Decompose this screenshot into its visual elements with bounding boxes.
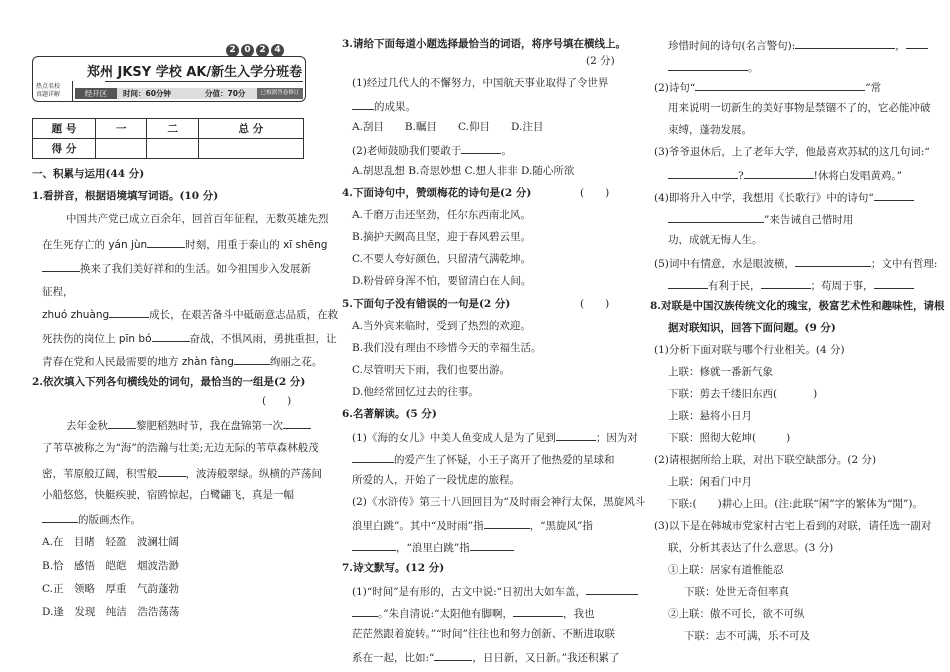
option-a[interactable]: A.在 目睹 轻盈 波澜壮阔 (42, 536, 179, 548)
question-title: 5.下面句子没有错误的一句是(2 分) (342, 298, 511, 310)
answer-blank[interactable] (108, 417, 136, 429)
option-row[interactable]: A.刮目 B.瞩目 C.仰目 D.注目 (352, 121, 544, 133)
option-c[interactable]: C.不要人夸好颜色，只留清气满乾坤。 (352, 253, 531, 265)
answer-blank[interactable] (795, 255, 871, 267)
text-line: 的成果。 (352, 98, 416, 114)
year-digit: 0 (241, 44, 254, 57)
answer-blank[interactable] (234, 353, 270, 365)
text-line: 征程， (42, 286, 74, 298)
text-line: ①上联：居家有道惟能忍 (668, 564, 784, 576)
answer-blank[interactable] (470, 539, 514, 551)
text-line: (2)老师鼓励我们要敢于 。 (352, 142, 512, 158)
text-line: 死扶伤的岗位上 pīn bó 奋战，不惧风雨，勇挑重担，让 (42, 330, 337, 346)
answer-blank[interactable] (513, 605, 563, 617)
answer-blank[interactable] (668, 167, 738, 179)
answer-blank[interactable] (352, 451, 394, 463)
question-title: 4.下面诗句中，赞颂梅花的诗句是(2 分) (342, 187, 532, 199)
text-line: (1)分析下面对联与哪个行业相关。(4 分) (654, 344, 845, 356)
text-line: (2)《水浒传》第三十八回回目为“及时雨会神行太保，黑旋风斗 (352, 496, 646, 508)
text-line: 下联:( )耕心上田。(注:此联“闲”字的繁体为“閒”)。 (668, 498, 923, 510)
text-line: 去年金秋 黎肥稻熟时节，我在盘锦第一次 (66, 417, 311, 433)
text-line: ②上联：傲不可长，欲不可纵 (668, 608, 805, 620)
option-b[interactable]: B.摘护天阙高且坚，迎于春风碧云里。 (352, 231, 532, 243)
answer-paren[interactable]: ( ) (580, 187, 610, 199)
text-line: 下联：处世无奇但率真 (684, 586, 789, 598)
text-line: (5)词中有情意，水是眼波横， ；文中有哲理: (654, 255, 937, 271)
year-digit: 2 (256, 44, 269, 57)
header-info-bar (75, 88, 303, 99)
question-title: 1.看拼音，根据语境填写词语。(10 分) (32, 190, 219, 202)
option-d[interactable]: D.他经常回忆过去的往事。 (352, 386, 479, 398)
text-line: ，“浪里白跳”指 (352, 539, 514, 555)
year-digit: 2 (226, 44, 239, 57)
text-line: (3)爷爷退休后，上了老年大学，他最喜欢苏轼的这几句词:“ (654, 146, 930, 158)
text-line: 珍惜时间的诗句(名言警句): ， (668, 37, 928, 53)
answer-paren[interactable]: ( ) (262, 395, 292, 407)
option-d[interactable]: D.粉骨碎身浑不怕，要留清白在人间。 (352, 275, 532, 287)
score-cell[interactable] (96, 139, 147, 159)
answer-blank[interactable] (556, 429, 596, 441)
answer-blank[interactable] (352, 539, 396, 551)
text-line: (1)“时间”是有形的，古文中说:“日初出大如车盖， (352, 583, 638, 599)
question-title: 3.请给下面每道小题选择最恰当的词语，将序号填在横线上。 (342, 38, 626, 50)
text-line: (3)以下是在韩城市党家村古宅上看到的对联，请任选一副对 (654, 520, 932, 532)
text-line: 中国共产党已成立百余年，回首百年征程，无数英雄先烈 (66, 213, 329, 225)
exam-score: 分值：70分 (205, 89, 246, 98)
answer-blank[interactable] (109, 306, 149, 318)
text-line: ? !休将白发唱黄鸡。” (668, 167, 902, 183)
answer-blank[interactable] (668, 59, 748, 71)
question-title: 2.依次填入下列各句横线处的词句，最恰当的一组是(2 分) (32, 376, 306, 388)
text-line: 下联：照彻大乾坤( ) (668, 432, 791, 444)
col-header: 一 (96, 119, 147, 139)
text-line: 。”朱自清说:“太阳他有脚啊， ，我也 (352, 605, 595, 621)
text-line: 的版画杰作。 (42, 511, 141, 527)
answer-blank[interactable] (874, 277, 914, 289)
answer-blank[interactable] (761, 277, 811, 289)
text-line: 小船悠悠，快艇疾驶，宿鸥惊起，白鹭翩飞，真是一幅 (42, 489, 294, 501)
text-line: 浪里白跳”。其中“及时雨”指 ，“黑旋风”指 (352, 517, 593, 533)
question-title: 6.名著解读。(5 分) (342, 408, 437, 420)
text-line: 束缚，蓬勃发展。 (668, 124, 752, 136)
col-header: 二 (147, 119, 198, 139)
answer-blank[interactable] (874, 189, 914, 201)
answer-blank[interactable] (484, 517, 530, 529)
score-note: (2 分) (586, 55, 615, 67)
revised-note: 已根据答卷修订 (257, 88, 303, 99)
option-a[interactable]: A.当外宾来临时，受到了热烈的欢迎。 (352, 320, 531, 332)
exam-header (32, 56, 306, 102)
text-line: (1)经过几代人的不懈努力，中国航天事业取得了令世界 (352, 77, 609, 89)
answer-blank[interactable] (795, 37, 895, 49)
text-line: 上联：闲看门中月 (668, 476, 752, 488)
text-line: 的爱产生了怀疑，小王子离开了他热爱的星球和 (352, 451, 615, 467)
text-line: 用来说明一切新生的美好事物是禁锢不了的，它必能冲破 (668, 102, 931, 114)
answer-blank[interactable] (461, 142, 501, 154)
answer-blank[interactable] (152, 330, 190, 342)
year-digit: 4 (271, 44, 284, 57)
text-line: 上联：修就一番新气象 (668, 366, 773, 378)
header-side-label (33, 81, 73, 101)
district-tag: 经开区 (75, 88, 117, 99)
text-line: 下联：志不可满，乐不可及 (684, 630, 810, 642)
answer-blank[interactable] (744, 167, 814, 179)
text-line: 在生死存亡的 yán jùn 时刻，用重于泰山的 xī shēng (42, 236, 327, 252)
question-title: 8.对联是中国汉族传统文化的瑰宝，极富艺术性和趣味性，请根 (650, 300, 945, 312)
text-line: ”来告诫自己惜时用 (668, 211, 853, 227)
text-line: (2)请根据所给上联，对出下联空缺部分。(2 分) (654, 454, 877, 466)
exam-title: 郑州 JKSY 学校 AK/新生入学分班卷 (87, 65, 303, 80)
text-line: 所爱的人，开始了一段忧虑的旅程。 (352, 474, 520, 486)
text-line: 系在一起，比如:“ ，日日新，又日新。”我还积累了 (352, 649, 620, 665)
side-label-line: 真题详解 (36, 91, 61, 98)
answer-blank[interactable] (147, 236, 185, 248)
question-title: 7.诗文默写。(12 分) (342, 562, 445, 574)
text-line: (1)《海的女儿》中美人鱼变成人是为了见到 ；因为对 (352, 429, 638, 445)
answer-blank[interactable] (695, 79, 865, 91)
option-c[interactable]: C.尽管明天下雨，我们也要出游。 (352, 364, 510, 376)
text-line: 。 (668, 59, 759, 75)
text-line: 青春在党和人民最需要的地方 zhàn fàng 绚丽之花。 (42, 353, 322, 369)
text-line: 下联：剪去千缕旧东西( ) (668, 388, 818, 400)
score-cell[interactable] (147, 139, 198, 159)
option-a[interactable]: A.千磨万击还坚劲，任尔东西南北风。 (352, 209, 531, 221)
text-line: 联，分析其表达了什么意思。(3 分) (668, 542, 834, 554)
answer-paren[interactable]: ( ) (580, 298, 610, 310)
answer-blank[interactable] (352, 98, 374, 110)
exam-time: 时间：60分钟 (123, 89, 171, 98)
text-line: (2)诗句“ ”常 (654, 79, 881, 95)
text-line: 茫茫然跟着旋转。”“时间”往往也和努力创新、不断进取联 (352, 628, 615, 640)
text-line: 有利于民， ；苟周于事， (668, 277, 914, 293)
option-b[interactable]: B.恰 感悟 皑皑 烟波浩渺 (42, 560, 180, 572)
answer-blank[interactable] (352, 605, 378, 617)
answer-blank[interactable] (586, 583, 638, 595)
text-line: 上联：悬将小日月 (668, 410, 752, 422)
answer-blank[interactable] (434, 649, 472, 661)
option-c[interactable]: C.正 领略 厚重 气韵蓬勃 (42, 583, 179, 595)
score-cell[interactable] (198, 139, 303, 159)
answer-blank[interactable] (668, 277, 708, 289)
text-line: 换来了我们美好祥和的生活。如今祖国步入发展新 (42, 260, 311, 276)
answer-blank[interactable] (906, 37, 928, 49)
text-line: 功，成就无悔人生。 (668, 234, 763, 246)
answer-blank[interactable] (158, 465, 186, 477)
answer-blank[interactable] (42, 511, 78, 523)
side-label-line: 热点名校 (36, 83, 61, 90)
text-line: 了苇草被称之为“海”的浩瀚与壮美;无边无际的苇草森林般茂 (42, 442, 319, 454)
row-label: 题 号 (33, 119, 96, 139)
col-header: 总 分 (198, 119, 303, 139)
answer-blank[interactable] (668, 211, 764, 223)
option-b[interactable]: B.我们没有理由不珍惜今天的幸福生活。 (352, 342, 542, 354)
header-divider (105, 81, 303, 82)
option-d[interactable]: D.逢 发现 纯洁 浩浩荡荡 (42, 606, 180, 618)
text-line: zhuó zhuàng 成长，在艰苦备斗中砥砺意志品质，在救 (42, 306, 338, 322)
answer-blank[interactable] (283, 417, 311, 429)
answer-blank[interactable] (42, 260, 80, 272)
option-row[interactable]: A.胡思乱想 B.奇思妙想 C.想人非非 D.随心所欲 (352, 165, 575, 177)
question-title: 据对联知识，回答下面问题。(9 分) (668, 322, 836, 334)
text-line: (4)即将升入中学，我想用《长歌行》中的诗句“ (654, 189, 914, 205)
section-title: 一、积累与运用(44 分) (32, 168, 145, 180)
row-label: 得 分 (33, 139, 96, 159)
score-table (32, 118, 304, 159)
text-line: 密，苇原般辽阔，积雪般 ，波涛般翠绿。纵横的芦荡间 (42, 465, 322, 481)
